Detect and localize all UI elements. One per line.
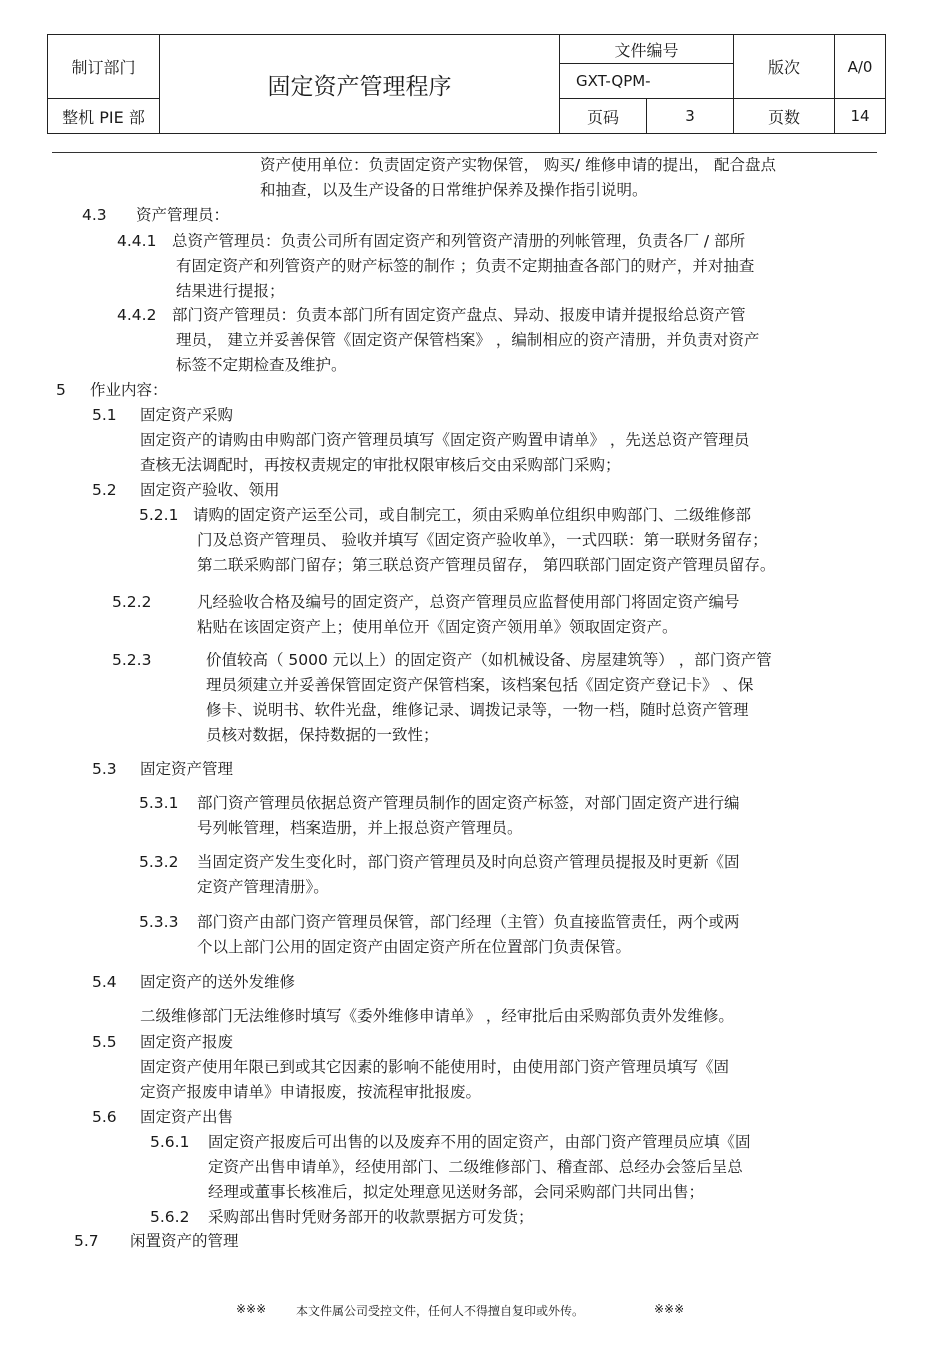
header-table bbox=[47, 34, 886, 134]
section-title: 固定资产报废 bbox=[140, 1033, 234, 1051]
section-title: 固定资产的送外发维修 bbox=[140, 973, 296, 991]
para-line: 部门资产管理员：负责本部门所有固定资产盘点、异动、报废申请并提报给总资产管 bbox=[172, 306, 746, 324]
pages-value: 14 bbox=[850, 107, 870, 125]
section-number: 5.2 bbox=[92, 481, 117, 499]
para-line: 凡经验收合格及编号的固定资产，总资产管理员应监督使用部门将固定资产编号 bbox=[197, 593, 740, 611]
para-line: 部门资产管理员依据总资产管理员制作的固定资产标签，对部门固定资产进行编 bbox=[197, 794, 740, 812]
section-number: 5.2.2 bbox=[112, 593, 152, 611]
para-line: 查核无法调配时，再按权责规定的审批权限审核后交由采购部门采购； bbox=[140, 456, 621, 474]
version-value-cell bbox=[835, 35, 885, 99]
page-value-cell bbox=[647, 99, 734, 133]
footer-mark-right: ※※※ bbox=[654, 1302, 685, 1316]
section-number: 4.4.1 bbox=[117, 232, 157, 250]
section-number: 5.2.3 bbox=[112, 651, 152, 669]
para-line: 有固定资产和列管资产的财产标签的制作 ；负责不定期抽查各部门的财产，并对抽查 bbox=[176, 257, 755, 275]
section-title: 固定资产验收、领用 bbox=[140, 481, 280, 499]
dept-label: 制订部门 bbox=[71, 58, 136, 77]
para-line: 总资产管理员：负责公司所有固定资产和列管资产清册的列帐管理，负责各厂 / 部所 bbox=[172, 232, 746, 250]
para-line: 号列帐管理，档案造册，并上报总资产管理员。 bbox=[197, 819, 523, 837]
para-line: 部门资产由部门资产管理员保管，部门经理（主管）负直接监管责任，两个或两 bbox=[197, 913, 740, 931]
para-line: 门及总资产管理员、 验收并填写《固定资产验收单》，一式四联：第一联财务留存； bbox=[197, 531, 768, 549]
footer-mark-left: ※※※ bbox=[236, 1302, 267, 1316]
para-line: 经理或董事长核准后，拟定处理意见送财务部，会同采购部门共同出售； bbox=[208, 1183, 705, 1201]
para-line: 二级维修部门无法维修时填写《委外维修申请单》 ，经审批后由采购部负责外发维修。 bbox=[140, 1007, 734, 1025]
para-line: 标签不定期检查及维护。 bbox=[176, 356, 347, 374]
para-line: 当固定资产发生变化时，部门资产管理员及时向总资产管理员提报及时更新《固 bbox=[197, 853, 740, 871]
section-number: 5.6.2 bbox=[150, 1208, 190, 1226]
para-line: 价值较高（ 5000 元以上）的固定资产（如机械设备、房屋建筑等） ，部门资产管 bbox=[206, 651, 772, 669]
section-number: 5.3 bbox=[92, 760, 117, 778]
para-line: 资产使用单位：负责固定资产实物保管， 购买/ 维修申请的提出， 配合盘点 bbox=[260, 156, 777, 174]
para-line: 员核对数据，保持数据的一致性； bbox=[206, 726, 439, 744]
para-line: 固定资产报废后可出售的以及废弃不用的固定资产，由部门资产管理员应填《固 bbox=[208, 1133, 751, 1151]
para-line: 个以上部门公用的固定资产由固定资产所在位置部门负责保管。 bbox=[197, 938, 632, 956]
para-line: 理员须建立并妥善保管固定资产保管档案，该档案包括《固定资产登记卡》 、保 bbox=[206, 676, 754, 694]
section-title: 资产管理员： bbox=[136, 206, 230, 224]
section-number: 5.2.1 bbox=[139, 506, 179, 524]
section-number: 5 bbox=[56, 381, 66, 399]
section-title: 作业内容： bbox=[90, 381, 168, 399]
dept-value: 整机 PIE 部 bbox=[62, 107, 145, 127]
para-line: 理员， 建立并妥善保管《固定资产保管档案》 ，编制相应的资产清册，并负责对资产 bbox=[176, 331, 760, 349]
section-number: 5.3.2 bbox=[139, 853, 179, 871]
para-line: 粘贴在该固定资产上；使用单位开《固定资产领用单》领取固定资产。 bbox=[197, 618, 678, 636]
pages-label: 页数 bbox=[767, 107, 800, 127]
footer-notice: 本文件属公司受控文件，任何人不得擅自复印或外传。 bbox=[296, 1304, 585, 1318]
dept-value-cell bbox=[48, 99, 160, 133]
dept-label-cell bbox=[48, 35, 160, 99]
doc-no-value-cell bbox=[560, 64, 734, 99]
para-line: 采购部出售时凭财务部开的收款票据方可发货； bbox=[208, 1208, 534, 1226]
para-line: 和抽查，以及生产设备的日常维护保养及操作指引说明。 bbox=[260, 181, 648, 199]
doc-no-value: GXT-QPM- bbox=[576, 72, 651, 90]
para-line: 定资产报废申请单》申请报废，按流程审批报废。 bbox=[140, 1083, 482, 1101]
para-line: 固定资产的请购由申购部门资产管理员填写《固定资产购置申请单》 ，先送总资产管理员 bbox=[140, 431, 750, 449]
para-line: 定资产出售申请单》，经使用部门、二级维修部门、稽查部、总经办会签后呈总 bbox=[208, 1158, 743, 1176]
doc-no-label-cell bbox=[560, 35, 734, 64]
version-label-cell bbox=[734, 35, 835, 99]
section-number: 5.6 bbox=[92, 1108, 117, 1126]
title-cell bbox=[160, 35, 560, 133]
section-number: 5.3.1 bbox=[139, 794, 179, 812]
version-value: A/0 bbox=[847, 57, 873, 76]
para-line: 定资产管理清册》。 bbox=[197, 878, 329, 896]
section-title: 闲置资产的管理 bbox=[130, 1232, 239, 1250]
section-number: 4.3 bbox=[82, 206, 107, 224]
para-line: 请购的固定资产运至公司，或自制完工，须由采购单位组织申购部门、二级维修部 bbox=[193, 506, 752, 524]
pages-label-cell bbox=[734, 99, 835, 133]
para-line: 第二联采购部门留存；第三联总资产管理员留存， 第四联部门固定资产管理员留存。 bbox=[197, 556, 776, 574]
para-line: 固定资产使用年限已到或其它因素的影响不能使用时，由使用部门资产管理员填写《固 bbox=[140, 1058, 730, 1076]
section-number: 5.1 bbox=[92, 406, 117, 424]
section-title: 固定资产采购 bbox=[140, 406, 234, 424]
pages-value-cell bbox=[835, 99, 885, 133]
page-label-cell bbox=[560, 99, 647, 133]
section-number: 5.7 bbox=[74, 1232, 99, 1250]
section-title: 固定资产出售 bbox=[140, 1108, 234, 1126]
section-number: 5.6.1 bbox=[150, 1133, 190, 1151]
document-title: 固定资产管理程序 bbox=[267, 73, 452, 100]
page-value: 3 bbox=[685, 107, 695, 125]
para-line: 修卡、说明书、软件光盘，维修记录、调拨记录等，一物一档，随时总资产管理 bbox=[206, 701, 749, 719]
version-label: 版次 bbox=[767, 58, 800, 77]
para-line: 结果进行提报； bbox=[176, 282, 285, 300]
section-number: 5.3.3 bbox=[139, 913, 179, 931]
section-title: 固定资产管理 bbox=[140, 760, 234, 778]
section-number: 5.5 bbox=[92, 1033, 117, 1051]
section-number: 4.4.2 bbox=[117, 306, 157, 324]
section-number: 5.4 bbox=[92, 973, 117, 991]
page-label: 页码 bbox=[586, 107, 619, 127]
doc-no-label: 文件编号 bbox=[614, 40, 679, 60]
